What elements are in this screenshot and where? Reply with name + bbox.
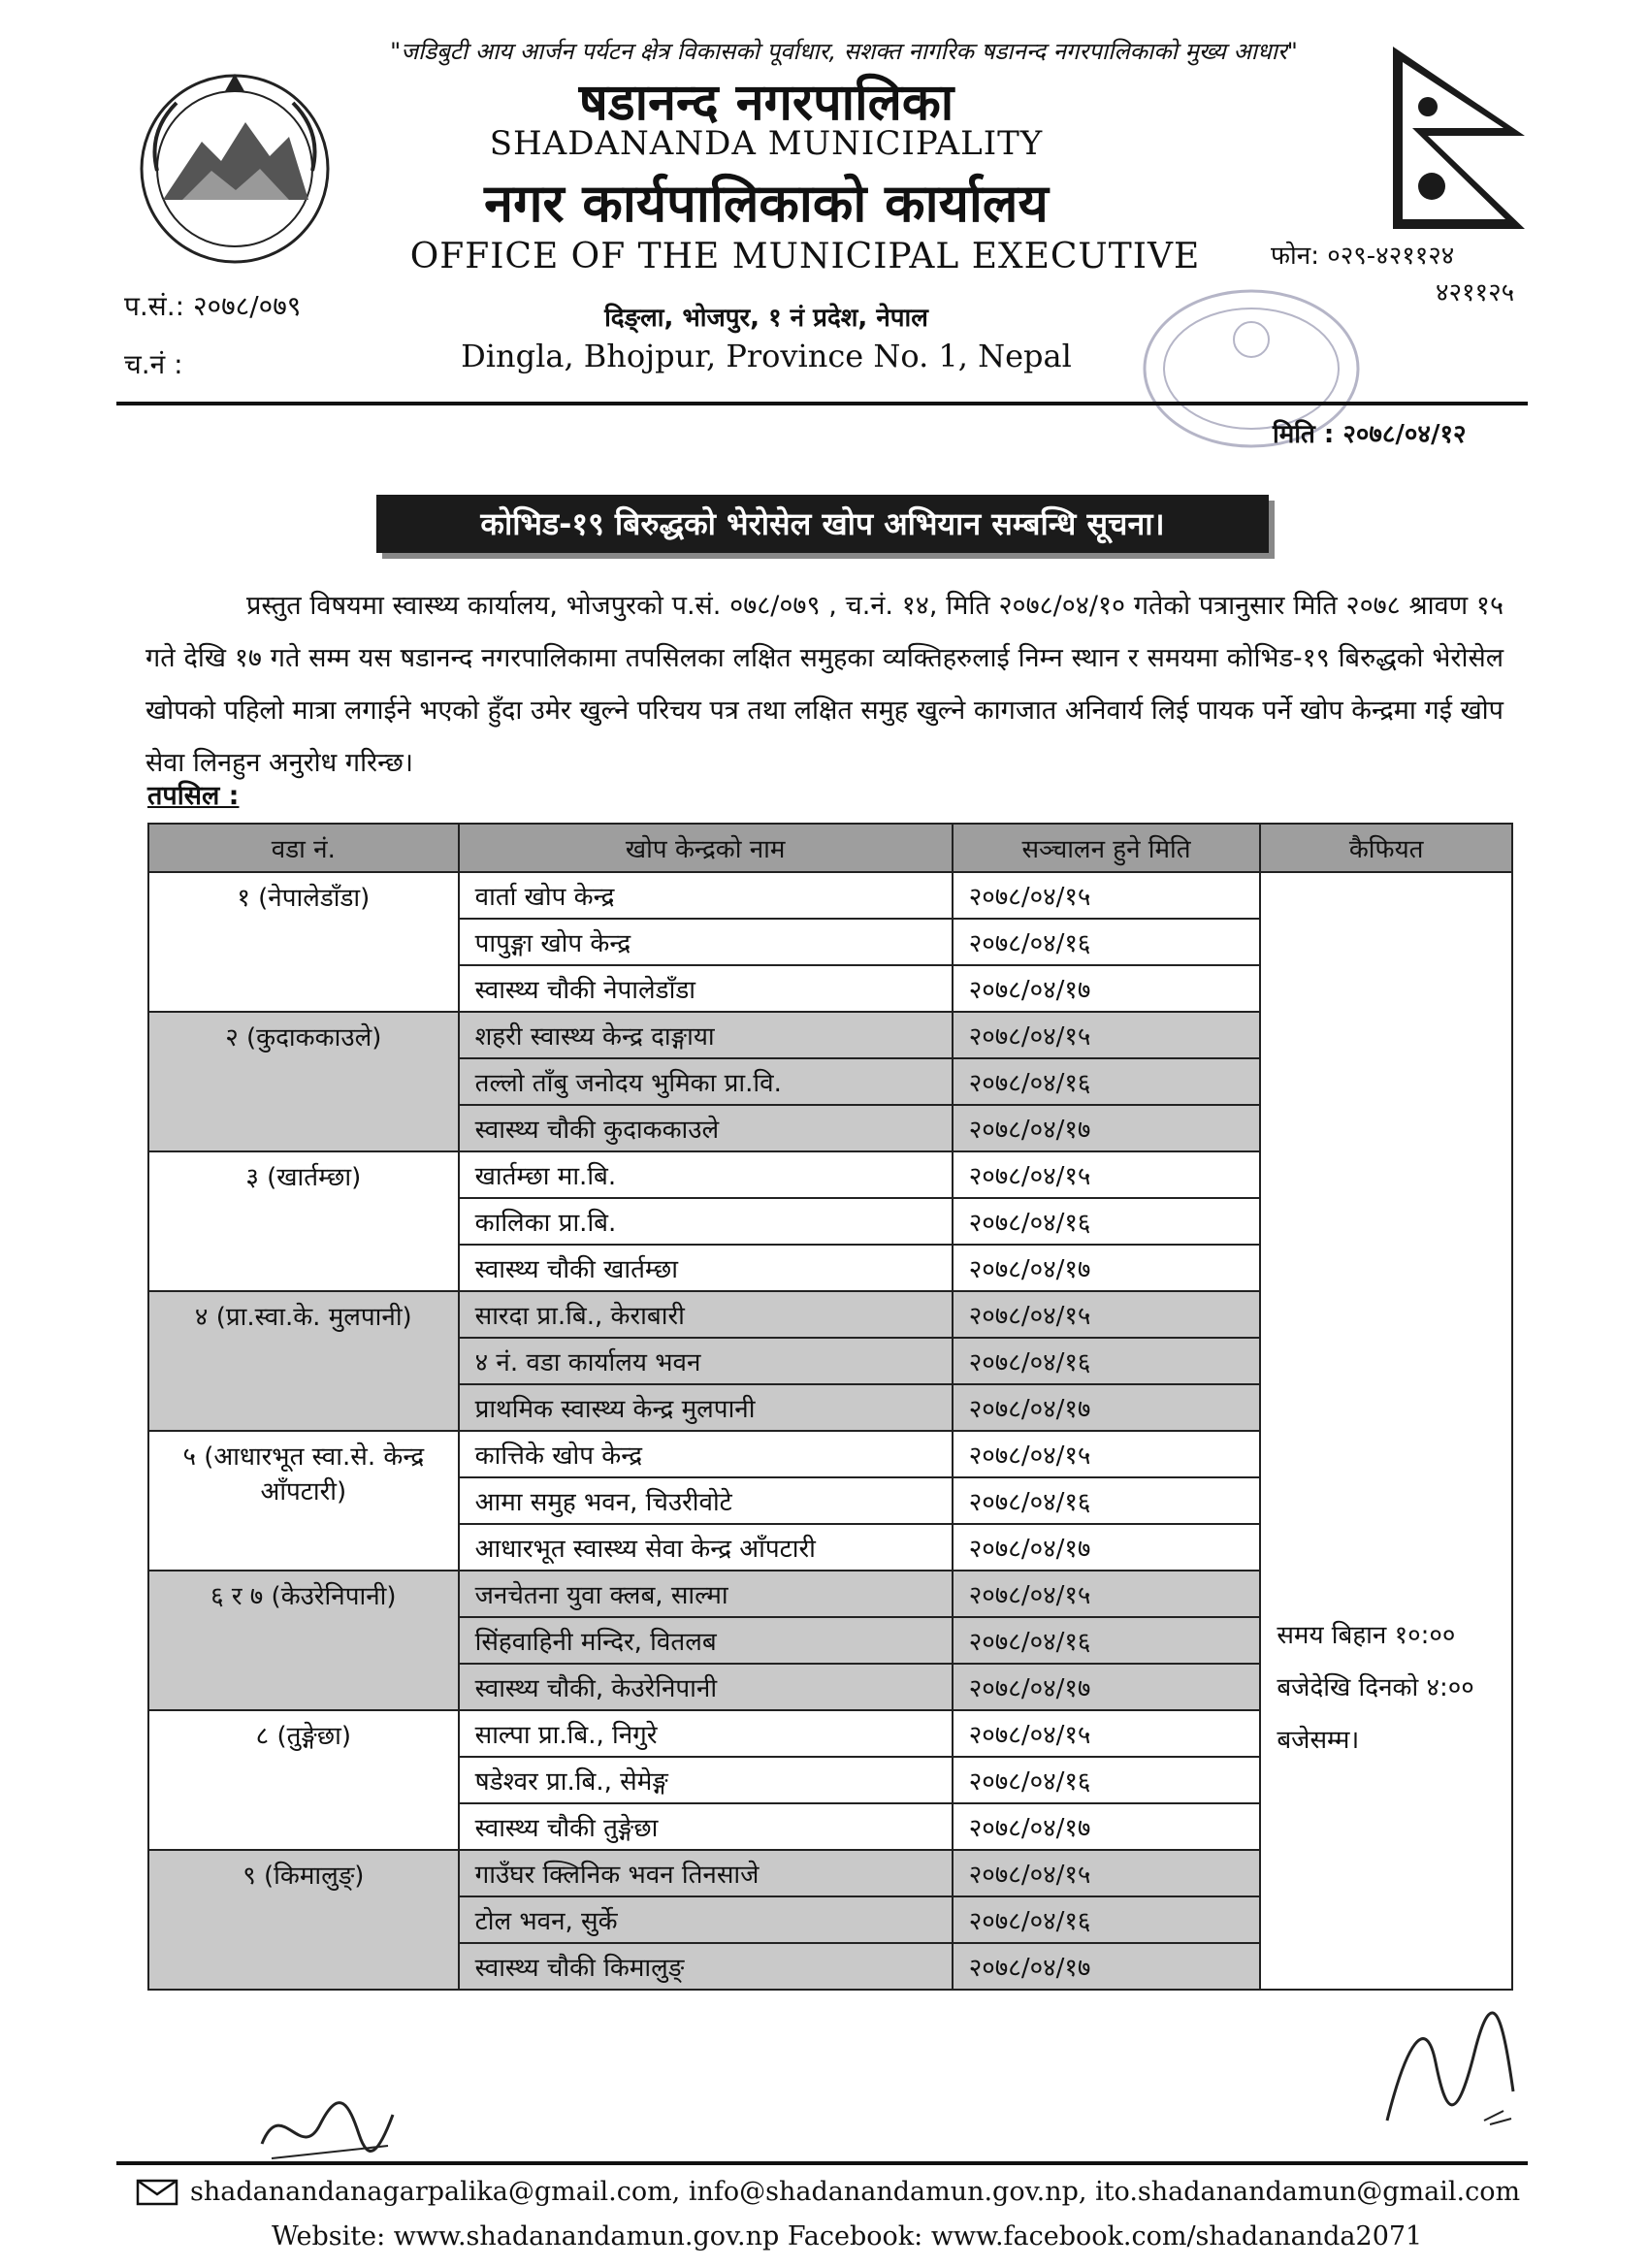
header-slogan: "जडिबुटी आय आर्जन पर्यटन क्षेत्र विकासको पूर्वाधार, सशक्त नागरिक षडानन्द नगरपालिकाको मुख्य आधार" [390,38,1298,65]
center-name-cell: आमा समुह भवन, चिउरीवोटे [459,1477,953,1524]
date-cell: २०७८/०४/१५ [953,872,1261,919]
date-cell: २०७८/०४/१७ [953,1384,1261,1431]
address-nepali: दिङ्ला, भोजपुर, १ नं प्रदेश, नेपाल [604,304,928,333]
table-row [148,872,1512,919]
center-name-cell: सिंहवाहिनी मन्दिर, वितलब [459,1617,953,1664]
table-header-row [148,824,1512,872]
date-cell: २०७८/०४/१६ [953,1896,1261,1943]
date-cell: २०७८/०४/१७ [953,1943,1261,1990]
ward-cell: २ (कुदाककाउले) [148,1012,459,1151]
ward-cell: ९ (किमालुङ्) [148,1850,459,1990]
center-name-cell: वार्ता खोप केन्द्र [459,872,953,919]
center-name-cell: जनचेतना युवा क्लब, साल्मा [459,1571,953,1617]
date-cell: २०७८/०४/१७ [953,1524,1261,1571]
center-name-cell: प्राथमिक स्वास्थ्य केन्द्र मुलपानी [459,1384,953,1431]
footer-emails: shadanandanagarpalika@gmail.com, info@shadanandamun.gov.np, ito.shadanandamun@gmail.com [190,2177,1521,2207]
center-name-cell: स्वास्थ्य चौकी कुदाककाउले [459,1105,953,1151]
date-cell: २०७८/०४/१५ [953,1151,1261,1198]
phone-number: फोन: ०२९-४२११२४ [1271,242,1455,271]
date-cell: २०७८/०४/१७ [953,1105,1261,1151]
dispatch-number: च.नं : [124,348,183,380]
date-cell: २०७८/०४/१६ [953,1757,1261,1803]
ward-cell: ३ (खार्तम्छा) [148,1151,459,1291]
center-name-cell: गाउँघर क्लिनिक भवन तिनसाजे [459,1850,953,1896]
office-name-english: OFFICE OF THE MUNICIPAL EXECUTIVE [409,237,1201,276]
schedule-heading: तपसिल : [147,781,240,811]
office-name-nepali: नगर कार्यपालिकाको कार्यालय [484,173,1049,234]
municipality-name-english: SHADANANDA MUNICIPALITY [489,124,1044,163]
center-name-cell: स्वास्थ्य चौकी नेपालेडाँडा [459,965,953,1012]
center-name-cell: तल्लो ताँबु जनोदय भुमिका प्रा.वि. [459,1058,953,1105]
date-cell: २०७८/०४/१५ [953,1850,1261,1896]
center-name-cell: कात्तिके खोप केन्द्र [459,1431,953,1477]
date-cell: २०७८/०४/१७ [953,1245,1261,1291]
date-cell: २०७८/०४/१७ [953,1803,1261,1850]
footer-divider [116,2161,1528,2165]
column-header-remark: कैफियत [1260,824,1512,872]
ward-cell: ६ र ७ (केउरेनिपानी) [148,1571,459,1710]
signature-left [252,2086,398,2173]
reference-number: प.सं.: २०७८/०७९ [124,290,302,322]
header-divider [116,402,1528,405]
column-header-date: सञ्चालन हुने मिति [953,824,1261,872]
letter-date: मिति : २०७८/०४/१२ [1273,420,1467,449]
date-cell: २०७८/०४/१६ [953,1477,1261,1524]
notice-body-text: प्रस्तुत विषयमा स्वास्थ्य कार्यालय, भोजपुरको प.सं. ०७८/०७९ , च.नं. १४, मिति २०७८/०४/१० गतेको पत्रानुसार मिति २०७८ श्रावण १५ गते देखि १७ गते सम्म यस षडानन्द नगरपालिकामा तपसिलका लक्षित समुहका व्यक्तिहरुलाई निम्न स्थान र समयमा कोभिड-१९ बिरुद्धको भेरोसेल खोपको पहिलो मात्रा लगाईने भएको हुँदा उमेर खुल्ने परिचय पत्र तथा लक्षित समुह खुल्ने कागजात अनिवार्य लिई पायक पर्ने खोप केन्द्रमा गई खोप सेवा लिनहुन अनुरोध गरिन्छ। [146,591,1504,778]
nepal-emblem-logo [124,54,345,275]
center-name-cell: पापुङ्गा खोप केन्द्र [459,919,953,965]
center-name-cell: स्वास्थ्य चौकी तुङ्गेछा [459,1803,953,1850]
notice-title: कोभिड-१९ बिरुद्धको भेरोसेल खोप अभियान सम्बन्धि सूचना। [376,495,1269,553]
date-cell: २०७८/०४/१६ [953,1198,1261,1245]
center-name-cell: सारदा प्रा.बि., केराबारी [459,1291,953,1338]
municipality-name-nepali: षडानन्द नगरपालिका [578,74,954,132]
date-cell: २०७८/०४/१६ [953,1338,1261,1384]
date-cell: २०७८/०४/१५ [953,1571,1261,1617]
nepal-flag-icon [1389,43,1535,233]
center-name-cell: टोल भवन, सुर्के [459,1896,953,1943]
date-cell: २०७८/०४/१६ [953,1617,1261,1664]
phone-number-secondary: ४२११२५ [1436,278,1515,308]
date-cell: २०७८/०४/१५ [953,1431,1261,1477]
date-cell: २०७८/०४/१७ [953,1664,1261,1710]
center-name-cell: आधारभूत स्वास्थ्य सेवा केन्द्र आँपटारी [459,1524,953,1571]
remark-cell: समय बिहान १०:०० बजेदेखि दिनको ४:०० बजेसम्म। [1260,872,1512,1990]
center-name-cell: खार्तम्छा मा.बि. [459,1151,953,1198]
table-body [148,872,1512,1990]
footer-website-facebook: Website: www.shadanandamun.gov.np Facebook: www.facebook.com/shadananda2071 [272,2221,1423,2252]
date-cell: २०७८/०४/१५ [953,1012,1261,1058]
center-name-cell: षडेश्वर प्रा.बि., सेमेङ्ग [459,1757,953,1803]
center-name-cell: स्वास्थ्य चौकी खार्तम्छा [459,1245,953,1291]
center-name-cell: शहरी स्वास्थ्य केन्द्र दाङ्गाया [459,1012,953,1058]
signature-right [1368,2004,1533,2140]
center-name-cell: ४ नं. वडा कार्यालय भवन [459,1338,953,1384]
vaccination-schedule-table [147,823,1513,1991]
center-name-cell: स्वास्थ्य चौकी, केउरेनिपानी [459,1664,953,1710]
date-cell: २०७८/०४/१७ [953,965,1261,1012]
column-header-ward: वडा नं. [148,824,459,872]
center-name-cell: कालिका प्रा.बि. [459,1198,953,1245]
center-name-cell: स्वास्थ्य चौकी किमालुङ् [459,1943,953,1990]
date-cell: २०७८/०४/१५ [953,1710,1261,1757]
date-cell: २०७८/०४/१६ [953,919,1261,965]
ward-cell: ८ (तुङ्गेछा) [148,1710,459,1850]
ward-cell: १ (नेपालेडाँडा) [148,872,459,1012]
mail-icon [136,2179,178,2206]
notice-body [146,580,1504,790]
ward-cell: ५ (आधारभूत स्वा.से. केन्द्र आँपटारी) [148,1431,459,1571]
column-header-center: खोप केन्द्रको नाम [459,824,953,872]
date-cell: २०७८/०४/१५ [953,1291,1261,1338]
center-name-cell: साल्पा प्रा.बि., निगुरे [459,1710,953,1757]
address-english: Dingla, Bhojpur, Province No. 1, Nepal [461,338,1072,374]
date-cell: २०७८/०४/१६ [953,1058,1261,1105]
ward-cell: ४ (प्रा.स्वा.के. मुलपानी) [148,1291,459,1431]
